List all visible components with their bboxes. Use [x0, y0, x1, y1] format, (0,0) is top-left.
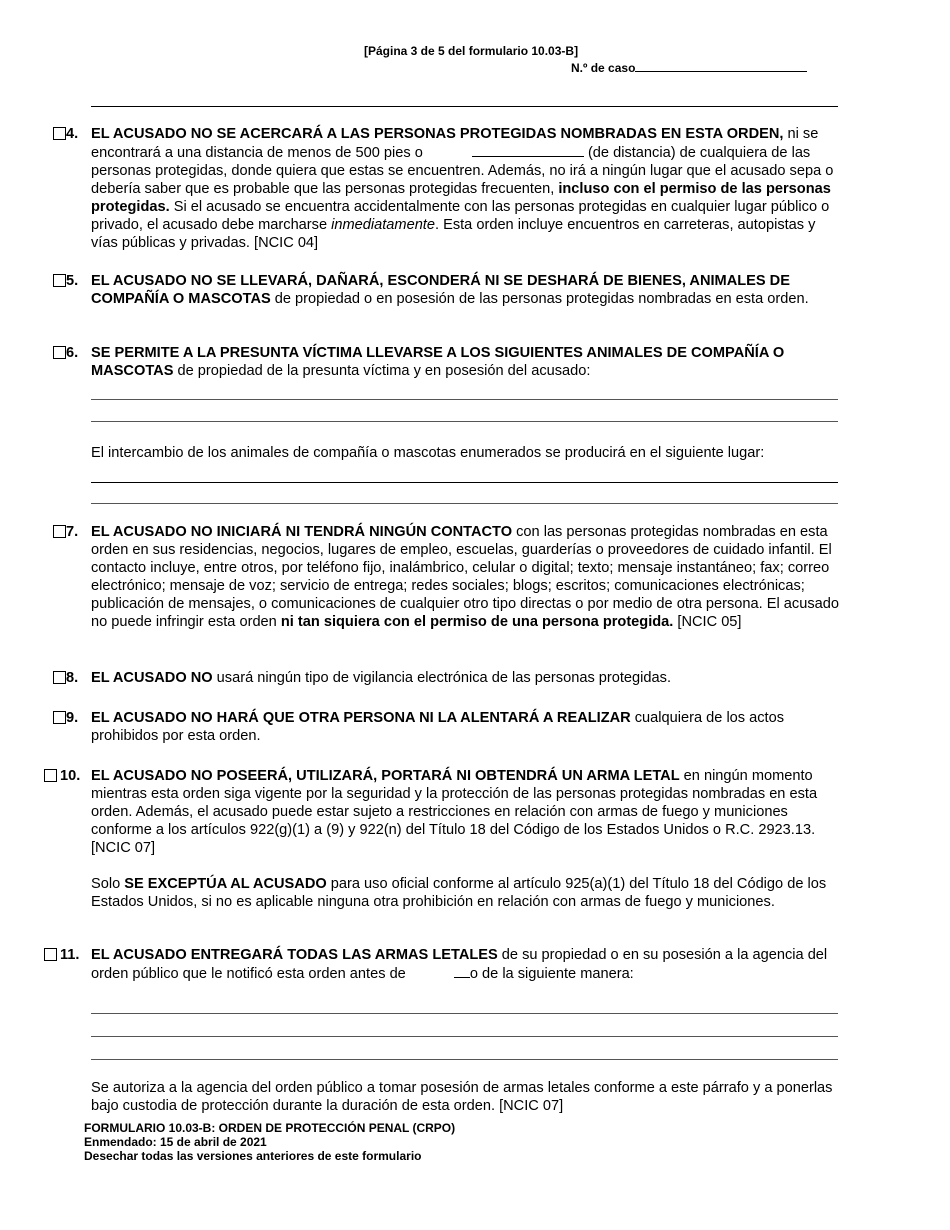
item-8-checkbox[interactable]	[53, 671, 66, 684]
exception-t1: Solo	[91, 876, 125, 892]
item-4-t4: . Esta orden incluye encuentros en carreteras, autopistas y vías públicas y privadas. [NCIC 04]	[91, 217, 816, 251]
item-7-t2: [NCIC 05]	[673, 614, 742, 630]
page-label: [Página 3 de 5 del formulario 10.03-B]	[364, 44, 579, 58]
case-number-label: N.º de caso	[571, 61, 636, 75]
item-4-number: 4.	[66, 126, 79, 142]
item-9-number: 9.	[66, 710, 79, 726]
item-4-t1: ni se encontrará a una distancia de menos de 500 pies o	[91, 126, 819, 161]
item-11-t2: o de la siguiente manera:	[469, 966, 634, 982]
item-6-checkbox[interactable]	[53, 346, 66, 359]
item-11-text	[91, 946, 841, 983]
item-4-checkbox[interactable]	[53, 127, 66, 140]
surrender-date-field[interactable]	[454, 964, 470, 978]
item-7-text	[91, 523, 841, 631]
item-7-checkbox[interactable]	[53, 525, 66, 538]
surrender-line-3[interactable]	[91, 1059, 838, 1060]
exchange-text: El intercambio de los animales de compañía o mascotas enumerados se producirá en el siguiente lugar:	[91, 445, 765, 461]
item-9-body: cualquiera de los actos prohibidos por esta orden.	[91, 710, 785, 744]
item-4-italic: inmediatamente	[331, 217, 435, 233]
pets-line-2[interactable]	[91, 421, 838, 422]
item-5-body: de propiedad o en posesión de las personas protegidas nombradas en esta orden.	[270, 291, 809, 307]
item-8-text	[91, 669, 841, 687]
surrender-line-1[interactable]	[91, 1013, 838, 1014]
item-6-number: 6.	[66, 345, 79, 361]
footer-discard: Desechar todas las versiones anteriores de este formulario	[84, 1149, 422, 1163]
item-7-heading: EL ACUSADO NO INICIARÁ NI TENDRÁ NINGÚN CONTACTO	[91, 524, 513, 540]
header-rule	[91, 106, 838, 107]
item-11-t1: de su propiedad o en su posesión a la agencia del orden público que le notificó esta orden antes de	[91, 947, 828, 982]
item-10-heading: EL ACUSADO NO POSEERÁ, UTILIZARÁ, PORTARÁ NI OBTENDRÁ UN ARMA LETAL	[91, 768, 680, 784]
item-4-bold2: incluso con el permiso de las personas protegidas.	[91, 181, 831, 215]
item-11-number: 11.	[60, 947, 80, 963]
distance-field[interactable]	[472, 143, 584, 157]
surrender-line-2[interactable]	[91, 1036, 838, 1037]
item-5-text	[91, 272, 841, 308]
item-10-body: en ningún momento mientras esta orden siga vigente por la seguridad y la protección de las personas protegidas nombradas en esta orden. Además, el acusado puede estar sujeto a restricciones en relación con armas de fuego y municiones conforme a los artículos 922(g)(1) a (9) y 922(n) del Título 18 del Código de los Estados Unidos o R.C. 2923.13. [NCIC 07]	[91, 768, 818, 856]
exchange-line-1[interactable]	[91, 482, 838, 483]
case-number	[571, 59, 807, 75]
item-7-number: 7.	[66, 524, 79, 540]
authorization-text: Se autoriza a la agencia del orden público a tomar posesión de armas letales conforme a este párrafo y a ponerlas bajo custodia de protección durante la duración de esta orden. [NCIC 07]	[91, 1080, 833, 1114]
item-5-heading: EL ACUSADO NO SE LLEVARÁ, DAÑARÁ, ESCONDERÁ NI SE DESHARÁ DE BIENES, ANIMALES DE COMPAÑÍA O MASCOTAS	[91, 273, 790, 307]
item-9-text	[91, 709, 841, 745]
item-9-checkbox[interactable]	[53, 711, 66, 724]
exception-bold: SE EXCEPTÚA AL ACUSADO	[124, 876, 327, 892]
item-5-number: 5.	[66, 273, 79, 289]
footer-form-title: FORMULARIO 10.03-B: ORDEN DE PROTECCIÓN PENAL (CRPO)	[84, 1121, 456, 1135]
pets-line-1[interactable]	[91, 399, 838, 400]
item-10-number: 10.	[60, 768, 81, 784]
case-number-field[interactable]	[635, 59, 807, 72]
exchange-line-2[interactable]	[91, 503, 838, 504]
item-5-checkbox[interactable]	[53, 274, 66, 287]
item-4-t3: Si el acusado se encuentra accidentalmente con las personas protegidas en cualquier lugar público o privado, el acusado debe marcharse	[91, 199, 830, 233]
item-4-text	[91, 125, 841, 252]
item-8-number: 8.	[66, 670, 79, 686]
item-10-text	[91, 767, 841, 857]
item-10-checkbox[interactable]	[44, 769, 57, 782]
item-7-t1: con las personas protegidas nombradas en esta orden en sus residencias, negocios, lugares de empleo, escuelas, guarderías o proveedores de cuidado infantil. El contacto incluye, entre otros, por teléfono fijo, inalámbrico, celular o digital; texto; mensaje instantáneo; fax; correo electrónico; mensaje de voz; servicio de entrega; redes sociales; blogs; escritos; comunicaciones electrónicas; publicación de mensajes, o comunicaciones de cualquier otro tipo directas o por medio de otra persona. El acusado no puede infringir esta orden	[91, 524, 839, 630]
exception-t2: para uso oficial conforme al artículo 925(a)(1) del Título 18 del Código de los Estados Unidos, si no es aplicable ninguna otra prohibición en relación con armas de fuego y municiones.	[91, 876, 827, 910]
item-10-exception	[91, 875, 841, 911]
item-8-heading: EL ACUSADO NO	[91, 670, 213, 686]
item-8-body: usará ningún tipo de vigilancia electrónica de las personas protegidas.	[212, 670, 671, 686]
footer-amended: Enmendado: 15 de abril de 2021	[84, 1135, 267, 1149]
item-11-checkbox[interactable]	[44, 948, 57, 961]
item-6-heading: SE PERMITE A LA PRESUNTA VÍCTIMA LLEVARSE A LOS SIGUIENTES ANIMALES DE COMPAÑÍA O MASCOTAS	[91, 345, 785, 379]
item-4-heading: EL ACUSADO NO SE ACERCARÁ A LAS PERSONAS PROTEGIDAS NOMBRADAS EN ESTA ORDEN,	[91, 126, 784, 142]
item-6-text	[91, 344, 841, 380]
item-9-heading: EL ACUSADO NO HARÁ QUE OTRA PERSONA NI LA ALENTARÁ A REALIZAR	[91, 710, 631, 726]
item-4-t2: (de distancia) de cualquiera de las personas protegidas, donde quiera que estas se encuentren. Además, no irá a ningún lugar que el acusado sepa o debería saber que es probable que las personas protegidas frecuenten,	[91, 145, 834, 197]
item-11-heading: EL ACUSADO ENTREGARÁ TODAS LAS ARMAS LETALES	[91, 947, 498, 963]
item-7-bold2: ni tan siquiera con el permiso de una persona protegida.	[280, 614, 674, 630]
item-6-body: de propiedad de la presunta víctima y en posesión del acusado:	[173, 363, 591, 379]
